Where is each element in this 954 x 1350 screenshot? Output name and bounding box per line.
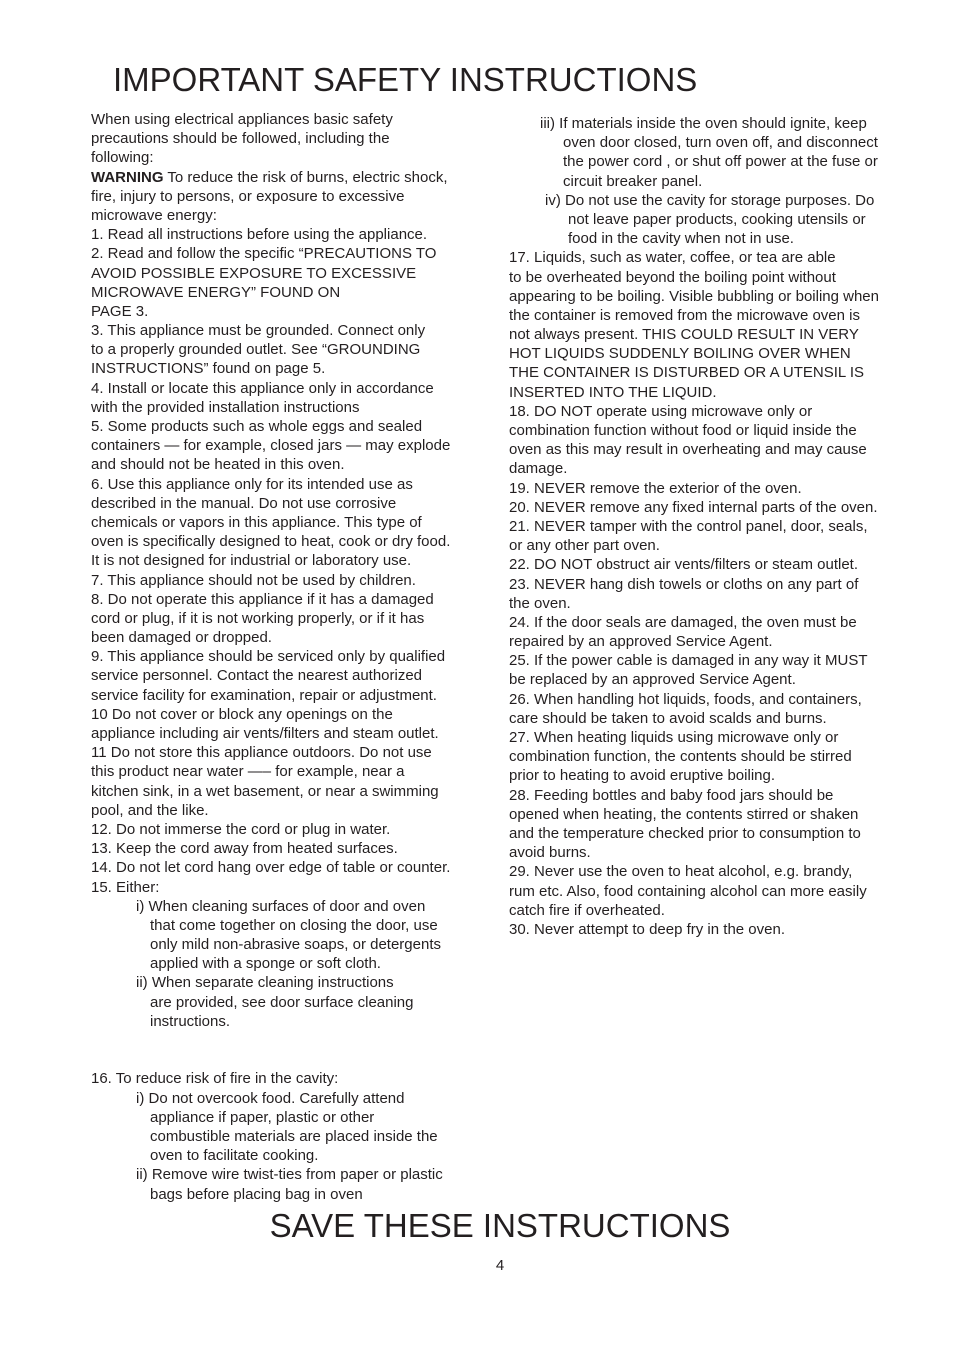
text-line-content: circuit breaker panel.	[563, 172, 703, 190]
text-line-content: not leave paper products, cooking utensils or	[568, 210, 866, 228]
text-line-content: INSERTED INTO THE LIQUID.	[509, 383, 717, 401]
text-line-content: and should not be heated in this oven.	[91, 456, 345, 474]
text-line-content: 26. When handling hot liquids, foods, and containers,	[509, 690, 862, 708]
text-line	[91, 1127, 483, 1146]
text-line	[91, 724, 483, 743]
text-line	[509, 287, 909, 306]
page-number: 4	[495, 1257, 505, 1274]
save-instructions-heading: SAVE THESE INSTRUCTIONS	[269, 1207, 731, 1244]
text-line	[91, 571, 483, 590]
text-line	[91, 647, 483, 666]
text-line	[91, 494, 483, 513]
text-line	[509, 766, 909, 785]
text-line-content: care should be taken to avoid scalds and burns.	[509, 709, 827, 727]
text-line-content: combination function, the contents should be stirred	[509, 748, 852, 766]
text-line	[91, 993, 483, 1012]
text-line	[91, 475, 483, 494]
text-line-content: When using electrical appliances basic safety	[91, 111, 393, 128]
text-line-content: bags before placing bag in oven	[150, 1185, 363, 1203]
warning-label: WARNING	[91, 168, 164, 186]
text-line-content: this product near water —– for example, near a	[91, 763, 405, 781]
text-line	[91, 954, 483, 973]
text-line	[91, 878, 483, 897]
text-line-content: applied with a sponge or soft cloth.	[150, 955, 381, 973]
text-line	[91, 417, 483, 436]
text-line	[91, 551, 483, 570]
text-line-content: only mild non-abrasive soaps, or detergents	[150, 936, 441, 954]
text-line	[509, 479, 909, 498]
text-line	[509, 690, 909, 709]
text-line-content: be replaced by an approved Service Agent.	[509, 671, 796, 689]
text-line	[91, 801, 483, 820]
text-line	[91, 705, 483, 724]
text-line-content: PAGE 3.	[91, 302, 149, 320]
text-line-content: 22. DO NOT obstruct air vents/filters or steam outlet.	[509, 556, 859, 574]
text-line-content: i) Do not overcook food. Carefully attend	[136, 1089, 405, 1107]
text-line	[509, 498, 909, 517]
text-line-content: 12. Do not immerse the cord or plug in water.	[91, 820, 391, 838]
text-line	[509, 613, 909, 632]
text-line-content: appearing to be boiling. Visible bubbling or boiling when	[509, 287, 879, 305]
text-line	[509, 747, 909, 766]
text-line-content: 24. If the door seals are damaged, the oven must be	[509, 613, 857, 631]
text-line	[91, 1069, 483, 1088]
text-line	[509, 459, 909, 478]
text-line	[91, 148, 483, 167]
text-line-content: 1. Read all instructions before using the appliance.	[91, 226, 428, 244]
text-line	[91, 743, 483, 762]
text-line-content: 18. DO NOT operate using microwave only or	[509, 402, 813, 420]
text-line-content: opened when heating, the contents stirred or shaken	[509, 805, 859, 823]
text-line	[509, 344, 909, 363]
text-line-content: described in the manual. Do not use corrosive	[91, 494, 397, 512]
text-line-content: 9. This appliance should be serviced only by qualified	[91, 648, 446, 666]
text-line-content: instructions.	[150, 1012, 231, 1030]
text-line-content: kitchen sink, in a wet basement, or near a swimming	[91, 782, 439, 800]
text-line	[509, 843, 909, 862]
text-line-content: following:	[91, 149, 154, 167]
text-line-content: ii) When separate cleaning instructions	[136, 974, 394, 992]
text-line	[509, 920, 909, 939]
text-line	[509, 306, 909, 325]
text-line-content: the container is removed from the microwave oven is	[509, 306, 860, 324]
text-line	[509, 786, 909, 805]
text-line	[509, 133, 909, 152]
text-line-content: the power cord , or shut off power at the fuse or	[563, 153, 878, 171]
text-line-content: chemicals or vapors in this appliance. This type of	[91, 513, 422, 531]
text-line-content: or any other part oven.	[509, 537, 660, 555]
text-line-content: 19. NEVER remove the exterior of the oven.	[509, 479, 802, 497]
text-line	[91, 513, 483, 532]
text-line	[91, 935, 483, 954]
text-line-content: 5. Some products such as whole eggs and sealed	[91, 418, 423, 435]
text-line-content: oven door closed, turn oven off, and disconnect	[563, 134, 878, 152]
text-line-content: that come together on closing the door, use	[150, 916, 438, 934]
text-line-content: 13. Keep the cord away from heated surfaces.	[91, 840, 398, 858]
text-line	[91, 283, 483, 302]
text-line	[509, 862, 909, 881]
text-line-content: avoid burns.	[509, 844, 591, 862]
text-line	[91, 820, 483, 839]
blank-line	[91, 1031, 483, 1050]
text-line	[91, 1185, 483, 1204]
text-line	[509, 191, 909, 210]
text-line	[509, 152, 909, 171]
text-line-content: 23. NEVER hang dish towels or cloths on any part of	[509, 575, 859, 593]
text-line	[91, 628, 483, 647]
text-line	[91, 762, 483, 781]
text-line	[91, 858, 483, 877]
text-line	[509, 594, 909, 613]
text-line	[509, 517, 909, 536]
text-line-content: 29. Never use the oven to heat alcohol, e.g. brandy,	[509, 863, 853, 881]
text-line	[91, 916, 483, 935]
text-line	[91, 666, 483, 685]
text-line	[509, 632, 909, 651]
text-line	[509, 824, 909, 843]
text-line-content: AVOID POSSIBLE EXPOSURE TO EXCESSIVE	[91, 264, 417, 282]
text-line-content: iv) Do not use the cavity for storage purposes. Do	[545, 191, 875, 209]
text-line	[509, 575, 909, 594]
text-line-content: To reduce the risk of burns, electric shock,	[163, 168, 448, 186]
text-line	[509, 555, 909, 574]
text-line-content: 6. Use this appliance only for its intended use as	[91, 475, 413, 493]
text-line-content: the oven.	[509, 594, 571, 612]
text-line	[509, 114, 909, 133]
text-line	[509, 440, 909, 459]
text-line	[91, 686, 483, 705]
text-line-content: catch fire if overheated.	[509, 901, 665, 919]
text-line-content: 3. This appliance must be grounded. Connect only	[91, 322, 426, 340]
text-line	[91, 436, 483, 455]
text-line-content: rum etc. Also, food containing alcohol can more easily	[509, 882, 867, 900]
right-column	[509, 114, 909, 939]
left-column	[91, 110, 483, 1204]
text-line	[91, 264, 483, 283]
text-line-content: MICROWAVE ENERGY” FOUND ON	[91, 283, 341, 301]
text-line	[91, 187, 483, 206]
text-line	[509, 805, 909, 824]
text-line	[91, 398, 483, 417]
text-line	[91, 782, 483, 801]
text-line	[91, 1146, 483, 1165]
text-line	[91, 590, 483, 609]
text-line-content: damage.	[509, 460, 568, 478]
text-line-content: 16. To reduce risk of fire in the cavity:	[91, 1070, 339, 1088]
blank-line	[91, 1050, 483, 1069]
text-line-content: precautions should be followed, including the	[91, 130, 390, 148]
text-line-content: not always present. THIS COULD RESULT IN VERY	[509, 326, 859, 344]
text-line	[509, 210, 909, 229]
text-line-content: prior to heating to avoid eruptive boiling.	[509, 767, 776, 785]
text-line-content: It is not designed for industrial or laboratory use.	[91, 552, 412, 570]
text-line	[509, 383, 909, 402]
text-line	[91, 1165, 483, 1184]
text-line-content: containers — for example, closed jars — may explode	[91, 437, 451, 455]
text-line-content: service facility for examination, repair or adjustment.	[91, 686, 437, 704]
text-line-content: 2. Read and follow the specific “PRECAUTIONS TO	[91, 245, 437, 263]
text-line	[91, 609, 483, 628]
text-line	[91, 1089, 483, 1108]
text-line-content: oven is specifically designed to heat, cook or dry food.	[91, 533, 451, 551]
text-line-content: appliance if paper, plastic or other	[150, 1108, 375, 1126]
text-line	[509, 172, 909, 191]
text-line	[509, 248, 909, 267]
text-line	[91, 340, 483, 359]
text-line-content: oven as this may result in overheating and may cause	[509, 441, 867, 459]
text-line	[91, 206, 483, 225]
text-line-content: 30. Never attempt to deep fry in the oven.	[509, 920, 785, 938]
text-line-content: cord or plug, if it is not working properly, or if it has	[91, 609, 425, 627]
text-line	[91, 244, 483, 263]
text-line	[509, 882, 909, 901]
text-line-content: 15. Either:	[91, 878, 160, 896]
text-line	[91, 973, 483, 992]
text-line-content: combination function without food or liquid inside the	[509, 422, 857, 439]
text-line	[91, 168, 483, 187]
text-line	[509, 670, 909, 689]
text-line	[91, 321, 483, 340]
text-line-content: are provided, see door surface cleaning	[150, 993, 414, 1011]
text-line-content: been damaged or dropped.	[91, 629, 272, 647]
text-line	[91, 225, 483, 244]
text-line-content: pool, and the like.	[91, 801, 209, 819]
text-line-content: iii) If materials inside the oven should ignite, keep	[540, 115, 867, 132]
text-line	[91, 110, 483, 129]
page-title: IMPORTANT SAFETY INSTRUCTIONS	[113, 61, 698, 98]
text-line	[91, 359, 483, 378]
text-line	[91, 455, 483, 474]
text-line	[509, 229, 909, 248]
text-line-content: 21. NEVER tamper with the control panel, door, seals,	[509, 517, 868, 535]
text-line	[509, 728, 909, 747]
text-line-content: 10 Do not cover or block any openings on the	[91, 705, 393, 723]
text-line-content: 14. Do not let cord hang over edge of table or counter.	[91, 859, 451, 877]
text-line	[91, 129, 483, 148]
text-line-content: 20. NEVER remove any fixed internal parts of the oven.	[509, 498, 878, 516]
text-line	[91, 532, 483, 551]
text-line-content: 11 Do not store this appliance outdoors. Do not use	[91, 744, 432, 762]
text-line-content: fire, injury to persons, or exposure to excessive	[91, 187, 405, 205]
text-line-content: appliance including air vents/filters and steam outlet.	[91, 725, 439, 742]
text-line	[509, 421, 909, 440]
text-line	[91, 897, 483, 916]
text-line	[91, 302, 483, 321]
text-line-content: 17. Liquids, such as water, coffee, or tea are able	[509, 249, 836, 267]
text-line-content: with the provided installation instructions	[91, 398, 360, 416]
text-line	[509, 363, 909, 382]
text-line	[509, 402, 909, 421]
text-line-content: and the temperature checked prior to consumption to	[509, 824, 861, 842]
text-line	[509, 709, 909, 728]
text-line-content: to a properly grounded outlet. See “GROUNDING	[91, 341, 421, 359]
text-line-content: 28. Feeding bottles and baby food jars should be	[509, 786, 834, 804]
text-line-content: 27. When heating liquids using microwave only or	[509, 729, 839, 746]
text-line-content: 8. Do not operate this appliance if it has a damaged	[91, 590, 434, 608]
text-line	[91, 1108, 483, 1127]
text-line-content: combustible materials are placed inside the	[150, 1127, 438, 1145]
text-line	[509, 536, 909, 555]
text-line	[509, 651, 909, 670]
text-line	[509, 268, 909, 287]
text-line-content: HOT LIQUIDS SUDDENLY BOILING OVER WHEN	[509, 345, 851, 363]
text-line-content: microwave energy:	[91, 206, 217, 224]
text-line-content: 7. This appliance should not be used by children.	[91, 571, 416, 589]
text-line	[509, 901, 909, 920]
text-line	[91, 1012, 483, 1031]
text-line-content: INSTRUCTIONS” found on page 5.	[91, 360, 326, 378]
text-line-content: 25. If the power cable is damaged in any way it MUST	[509, 652, 868, 670]
text-line	[509, 325, 909, 344]
text-line	[91, 839, 483, 858]
text-line-content: to be overheated beyond the boiling point without	[509, 268, 836, 286]
text-line-content: food in the cavity when not in use.	[568, 230, 794, 248]
text-line-content: THE CONTAINER IS DISTURBED OR A UTENSIL IS	[509, 364, 865, 382]
text-line-content: service personnel. Contact the nearest authorized	[91, 667, 423, 685]
text-line-content: i) When cleaning surfaces of door and oven	[136, 897, 426, 915]
text-line-content: oven to facilitate cooking.	[150, 1147, 319, 1165]
text-line-content: 4. Install or locate this appliance only in accordance	[91, 379, 434, 397]
text-line-content: ii) Remove wire twist-ties from paper or plastic	[136, 1166, 443, 1184]
text-line-content: repaired by an approved Service Agent.	[509, 633, 773, 651]
text-line	[91, 379, 483, 398]
